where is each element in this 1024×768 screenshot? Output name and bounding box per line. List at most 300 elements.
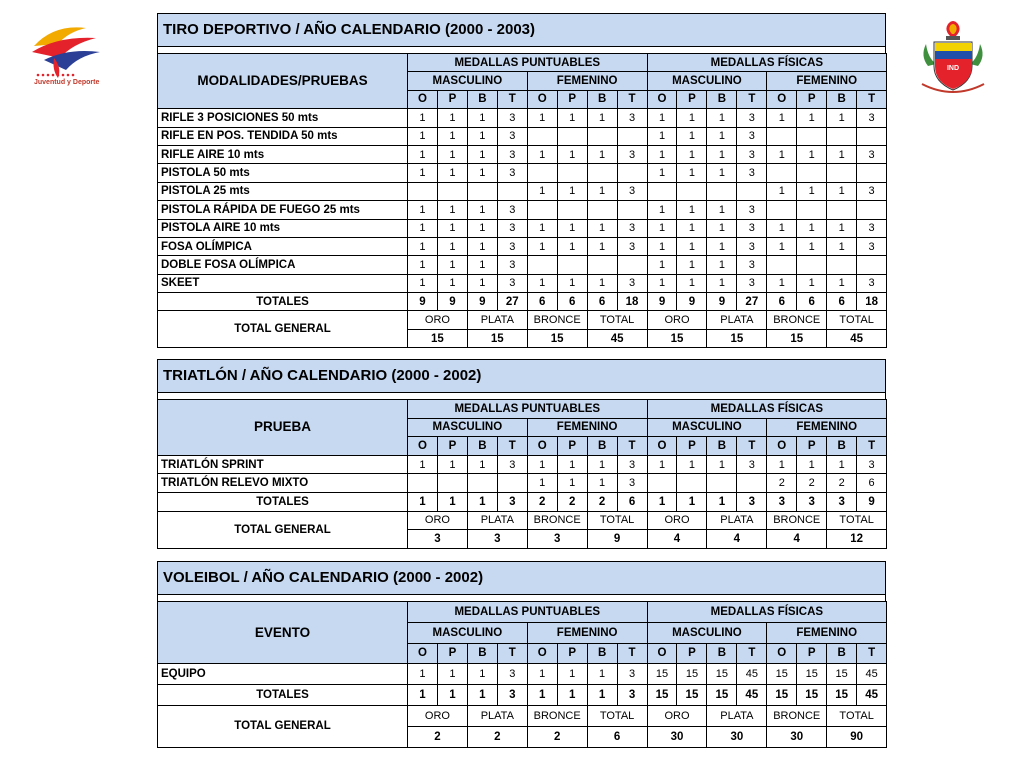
medal-count-cell (827, 164, 857, 182)
medal-letter-header: O (647, 437, 677, 456)
medal-type-header: BRONCE (767, 511, 827, 530)
medal-count-cell: 1 (827, 219, 857, 237)
masculino-header: MASCULINO (647, 72, 767, 90)
total-general-value: 3 (527, 530, 587, 549)
total-count-cell: 9 (857, 492, 887, 511)
ind-logo (912, 20, 994, 100)
total-general-header-row (158, 705, 887, 726)
medal-letter-header: B (587, 643, 617, 664)
medal-count-cell: 3 (497, 164, 527, 182)
medal-count-cell: 1 (587, 237, 617, 255)
medal-count-cell: 3 (497, 201, 527, 219)
total-count-cell: 6 (587, 293, 617, 311)
event-label: PISTOLA AIRE 10 mts (158, 219, 408, 237)
medal-count-cell: 1 (467, 256, 497, 274)
medal-letter-header: T (857, 437, 887, 456)
medal-count-cell: 1 (408, 164, 438, 182)
total-count-cell: 15 (647, 685, 677, 706)
medal-count-cell: 3 (497, 455, 527, 474)
medal-count-cell: 1 (467, 219, 497, 237)
medal-count-cell (587, 164, 617, 182)
medal-count-cell: 2 (827, 474, 857, 493)
totales-label: TOTALES (158, 293, 408, 311)
total-count-cell: 6 (767, 293, 797, 311)
medal-count-cell: 1 (587, 664, 617, 685)
table-row (158, 109, 887, 127)
medallas-puntuables-header: MEDALLAS PUNTUABLES (408, 400, 648, 419)
medal-count-cell (617, 201, 647, 219)
medal-table (157, 53, 887, 348)
total-count-cell: 9 (467, 293, 497, 311)
medal-count-cell: 1 (707, 274, 737, 292)
medal-letter-header: B (827, 437, 857, 456)
medal-count-cell: 1 (467, 109, 497, 127)
medal-count-cell: 45 (737, 664, 767, 685)
medal-count-cell: 1 (467, 127, 497, 145)
medal-count-cell: 1 (437, 201, 467, 219)
medal-count-cell: 1 (677, 127, 707, 145)
medal-letter-header: O (767, 643, 797, 664)
medal-letter-header: P (437, 643, 467, 664)
event-label: SKEET (158, 274, 408, 292)
medal-count-cell (677, 474, 707, 493)
medal-letter-header: O (767, 90, 797, 108)
medal-count-cell (857, 256, 887, 274)
total-general-value: 45 (587, 329, 647, 347)
medal-count-cell: 1 (587, 474, 617, 493)
medal-letter-header: B (827, 90, 857, 108)
medal-letter-header: O (408, 437, 438, 456)
medal-count-cell: 1 (467, 164, 497, 182)
medal-type-header: PLATA (707, 511, 767, 530)
event-label: RIFLE EN POS. TENDIDA 50 mts (158, 127, 408, 145)
totales-label: TOTALES (158, 492, 408, 511)
medal-count-cell: 3 (857, 145, 887, 163)
medal-count-cell: 3 (617, 455, 647, 474)
medal-type-header: ORO (647, 705, 707, 726)
medal-type-header: BRONCE (767, 311, 827, 329)
medal-count-cell: 3 (737, 164, 767, 182)
medal-count-cell: 1 (527, 109, 557, 127)
medal-count-cell: 3 (617, 219, 647, 237)
medal-count-cell (437, 182, 467, 200)
medal-table (157, 601, 887, 748)
medal-letter-header: T (617, 90, 647, 108)
medal-count-cell: 3 (497, 274, 527, 292)
medal-type-header: BRONCE (527, 511, 587, 530)
total-count-cell: 6 (557, 293, 587, 311)
medal-letter-header: O (408, 643, 438, 664)
corner-header: EVENTO (158, 602, 408, 664)
medal-count-cell: 2 (767, 474, 797, 493)
medal-count-cell: 1 (647, 274, 677, 292)
total-count-cell: 2 (527, 492, 557, 511)
total-general-value: 45 (827, 329, 887, 347)
medal-table-block (157, 561, 886, 748)
medal-count-cell: 2 (797, 474, 827, 493)
total-count-cell: 9 (707, 293, 737, 311)
medal-count-cell (737, 474, 767, 493)
medal-count-cell (408, 474, 438, 493)
total-general-value: 15 (527, 329, 587, 347)
total-count-cell: 27 (497, 293, 527, 311)
medal-count-cell: 1 (557, 274, 587, 292)
medal-count-cell: 15 (707, 664, 737, 685)
medal-count-cell (767, 201, 797, 219)
total-count-cell: 2 (587, 492, 617, 511)
medal-letter-header: B (587, 437, 617, 456)
medal-count-cell (408, 182, 438, 200)
medal-count-cell: 1 (707, 109, 737, 127)
medal-count-cell: 1 (527, 182, 557, 200)
medal-count-cell: 1 (408, 201, 438, 219)
corner-header: PRUEBA (158, 400, 408, 456)
medal-count-cell: 1 (827, 274, 857, 292)
medal-table-block (157, 359, 886, 549)
medal-count-cell: 3 (617, 182, 647, 200)
total-count-cell: 15 (797, 685, 827, 706)
header-row-category (158, 602, 887, 623)
medal-type-header: PLATA (467, 705, 527, 726)
medal-count-cell (587, 201, 617, 219)
medal-count-cell: 1 (797, 274, 827, 292)
total-count-cell: 3 (827, 492, 857, 511)
medal-count-cell: 1 (647, 127, 677, 145)
medal-count-cell: 1 (797, 219, 827, 237)
masculino-header: MASCULINO (647, 418, 767, 437)
table-row (158, 201, 887, 219)
medal-count-cell: 1 (408, 109, 438, 127)
medal-count-cell: 15 (647, 664, 677, 685)
medal-count-cell (647, 182, 677, 200)
event-label: EQUIPO (158, 664, 408, 685)
total-general-value: 90 (827, 726, 887, 747)
total-count-cell: 9 (408, 293, 438, 311)
table-row (158, 219, 887, 237)
medallas-puntuables-header: MEDALLAS PUNTUABLES (408, 602, 648, 623)
header-row-category (158, 54, 887, 72)
medal-type-header: PLATA (467, 511, 527, 530)
total-general-value: 3 (467, 530, 527, 549)
medal-count-cell: 3 (497, 237, 527, 255)
medal-count-cell (677, 182, 707, 200)
medal-count-cell: 3 (497, 664, 527, 685)
medal-count-cell: 3 (737, 145, 767, 163)
total-general-value: 15 (647, 329, 707, 347)
medal-count-cell: 1 (587, 145, 617, 163)
event-label: RIFLE 3 POSICIONES 50 mts (158, 109, 408, 127)
medal-letter-header: T (617, 643, 647, 664)
medal-count-cell: 1 (527, 274, 557, 292)
medal-count-cell: 1 (587, 219, 617, 237)
total-count-cell: 1 (467, 685, 497, 706)
medal-count-cell (557, 201, 587, 219)
medallas-puntuables-header: MEDALLAS PUNTUABLES (408, 54, 648, 72)
medal-letter-header: B (827, 643, 857, 664)
total-general-value: 15 (467, 329, 527, 347)
medal-letter-header: B (707, 90, 737, 108)
medal-count-cell: 15 (767, 664, 797, 685)
medallas-fisicas-header: MEDALLAS FÍSICAS (647, 54, 887, 72)
medal-count-cell: 3 (497, 145, 527, 163)
medal-count-cell: 1 (587, 455, 617, 474)
medal-letter-header: P (557, 643, 587, 664)
medal-count-cell (857, 201, 887, 219)
event-label: PISTOLA RÁPIDA DE FUEGO 25 mts (158, 201, 408, 219)
total-count-cell: 3 (617, 685, 647, 706)
femenino-header: FEMENINO (527, 72, 647, 90)
total-count-cell: 3 (767, 492, 797, 511)
medal-count-cell: 3 (617, 274, 647, 292)
medal-count-cell: 1 (557, 474, 587, 493)
medal-letter-header: T (857, 90, 887, 108)
medal-count-cell: 1 (707, 455, 737, 474)
medal-count-cell: 1 (467, 237, 497, 255)
medal-count-cell: 1 (647, 455, 677, 474)
medal-count-cell: 1 (527, 474, 557, 493)
medal-count-cell: 1 (527, 664, 557, 685)
total-general-value: 15 (707, 329, 767, 347)
medal-letter-header: T (497, 643, 527, 664)
masculino-header: MASCULINO (408, 418, 528, 437)
total-general-label: TOTAL GENERAL (158, 705, 408, 747)
medal-count-cell: 1 (707, 237, 737, 255)
medal-letter-header: P (677, 90, 707, 108)
medal-count-cell (767, 127, 797, 145)
medal-letter-header: P (437, 90, 467, 108)
total-general-value: 15 (767, 329, 827, 347)
medal-count-cell: 1 (767, 237, 797, 255)
medal-count-cell: 1 (797, 109, 827, 127)
medal-count-cell: 1 (677, 256, 707, 274)
medal-count-cell: 3 (857, 109, 887, 127)
medal-count-cell: 1 (467, 201, 497, 219)
medal-count-cell (557, 164, 587, 182)
medal-letter-header: T (497, 437, 527, 456)
medal-count-cell (857, 127, 887, 145)
total-count-cell: 15 (677, 685, 707, 706)
medal-count-cell: 1 (408, 274, 438, 292)
header-row-category (158, 400, 887, 419)
juventud-deporte-logo (24, 18, 106, 90)
total-general-value: 30 (707, 726, 767, 747)
total-count-cell: 15 (707, 685, 737, 706)
medal-letter-header: P (677, 437, 707, 456)
femenino-header: FEMENINO (767, 622, 887, 643)
medal-count-cell (527, 164, 557, 182)
total-count-cell: 3 (737, 492, 767, 511)
total-general-value: 15 (408, 329, 468, 347)
medal-letter-header: T (737, 437, 767, 456)
medal-count-cell: 1 (408, 127, 438, 145)
medal-count-cell: 45 (857, 664, 887, 685)
medal-count-cell: 1 (557, 664, 587, 685)
total-general-value: 30 (647, 726, 707, 747)
medal-count-cell: 1 (437, 109, 467, 127)
medal-count-cell: 3 (617, 664, 647, 685)
medal-count-cell: 3 (497, 109, 527, 127)
medal-type-header: ORO (408, 311, 468, 329)
medal-count-cell: 3 (737, 455, 767, 474)
medal-count-cell (557, 256, 587, 274)
medal-count-cell: 1 (767, 455, 797, 474)
total-count-cell: 18 (617, 293, 647, 311)
medal-type-header: ORO (408, 511, 468, 530)
medal-count-cell: 1 (647, 145, 677, 163)
masculino-header: MASCULINO (647, 622, 767, 643)
medal-type-header: PLATA (707, 705, 767, 726)
table-row (158, 127, 887, 145)
medal-count-cell (527, 127, 557, 145)
total-count-cell: 27 (737, 293, 767, 311)
medal-count-cell: 1 (647, 201, 677, 219)
medal-count-cell: 3 (857, 455, 887, 474)
medal-letter-header: O (767, 437, 797, 456)
medal-letter-header: B (707, 437, 737, 456)
medal-count-cell: 1 (557, 182, 587, 200)
medal-table-block (157, 13, 886, 348)
total-general-value: 6 (587, 726, 647, 747)
medal-letter-header: T (497, 90, 527, 108)
medal-count-cell: 1 (827, 109, 857, 127)
total-count-cell: 45 (737, 685, 767, 706)
medal-count-cell: 1 (587, 109, 617, 127)
medal-count-cell: 1 (557, 109, 587, 127)
medal-letter-header: O (647, 90, 677, 108)
medal-count-cell: 1 (827, 182, 857, 200)
medal-count-cell: 1 (677, 237, 707, 255)
medal-type-header: TOTAL (827, 705, 887, 726)
medal-type-header: BRONCE (527, 311, 587, 329)
medal-count-cell: 1 (707, 201, 737, 219)
total-count-cell: 45 (857, 685, 887, 706)
total-count-cell: 6 (827, 293, 857, 311)
medal-count-cell: 1 (527, 219, 557, 237)
medal-type-header: TOTAL (827, 511, 887, 530)
medal-type-header: TOTAL (827, 311, 887, 329)
total-count-cell: 3 (497, 492, 527, 511)
medal-count-cell (767, 164, 797, 182)
logo-badge-text: IND (946, 65, 960, 72)
medal-count-cell: 1 (437, 219, 467, 237)
medal-type-header: TOTAL (587, 511, 647, 530)
total-count-cell: 1 (557, 685, 587, 706)
medal-count-cell: 3 (737, 201, 767, 219)
medallas-fisicas-header: MEDALLAS FÍSICAS (647, 400, 887, 419)
table-row (158, 664, 887, 685)
medal-count-cell: 1 (797, 145, 827, 163)
medal-count-cell (467, 474, 497, 493)
total-general-label: TOTAL GENERAL (158, 511, 408, 548)
medal-count-cell: 1 (647, 109, 677, 127)
medal-type-header: ORO (647, 311, 707, 329)
medal-letter-header: O (527, 437, 557, 456)
medal-count-cell: 1 (408, 219, 438, 237)
medal-count-cell: 1 (677, 145, 707, 163)
medal-letter-header: T (617, 437, 647, 456)
medal-letter-header: P (797, 90, 827, 108)
medal-count-cell: 3 (617, 474, 647, 493)
table-row (158, 474, 887, 493)
medal-count-cell: 1 (408, 455, 438, 474)
medal-type-header: ORO (408, 705, 468, 726)
medal-count-cell: 3 (737, 256, 767, 274)
medal-count-cell: 1 (437, 664, 467, 685)
medal-count-cell (707, 182, 737, 200)
medal-count-cell: 1 (437, 127, 467, 145)
medal-count-cell (827, 256, 857, 274)
total-count-cell: 15 (827, 685, 857, 706)
medal-count-cell: 1 (707, 219, 737, 237)
total-count-cell: 1 (647, 492, 677, 511)
medal-letter-header: O (408, 90, 438, 108)
medal-count-cell: 1 (408, 256, 438, 274)
medal-count-cell: 1 (467, 145, 497, 163)
corner-header: MODALIDADES/PRUEBAS (158, 54, 408, 109)
medal-count-cell: 15 (797, 664, 827, 685)
table-row (158, 164, 887, 182)
medal-count-cell: 1 (797, 455, 827, 474)
medal-count-cell: 1 (557, 145, 587, 163)
medal-count-cell: 1 (437, 237, 467, 255)
medal-count-cell: 3 (617, 109, 647, 127)
logo-caption: Juventud y Deporte (34, 79, 100, 86)
medal-count-cell: 1 (467, 455, 497, 474)
table-row (158, 455, 887, 474)
medal-count-cell: 1 (827, 237, 857, 255)
medal-count-cell: 1 (587, 274, 617, 292)
medal-count-cell (527, 256, 557, 274)
total-general-value: 2 (527, 726, 587, 747)
medal-count-cell (827, 127, 857, 145)
medal-count-cell: 3 (497, 256, 527, 274)
event-label: PISTOLA 50 mts (158, 164, 408, 182)
femenino-header: FEMENINO (527, 418, 647, 437)
medallas-fisicas-header: MEDALLAS FÍSICAS (647, 602, 887, 623)
total-general-value: 2 (467, 726, 527, 747)
medal-letter-header: B (467, 90, 497, 108)
total-count-cell: 1 (437, 492, 467, 511)
total-count-cell: 18 (857, 293, 887, 311)
total-general-header-row (158, 511, 887, 530)
medal-letter-header: O (527, 90, 557, 108)
medal-count-cell: 3 (497, 127, 527, 145)
medal-letter-header: O (527, 643, 557, 664)
ind-shield-emblem-icon (912, 20, 994, 100)
medal-count-cell: 3 (857, 237, 887, 255)
table-title: TIRO DEPORTIVO / AÑO CALENDARIO (2000 - 2003) (157, 13, 886, 47)
medal-count-cell: 1 (827, 145, 857, 163)
medal-count-cell: 1 (557, 219, 587, 237)
medal-count-cell (437, 474, 467, 493)
medal-count-cell (647, 474, 677, 493)
total-count-cell: 9 (437, 293, 467, 311)
medal-letter-header: B (587, 90, 617, 108)
medal-count-cell: 1 (408, 145, 438, 163)
medal-count-cell: 1 (467, 274, 497, 292)
medal-count-cell: 1 (707, 145, 737, 163)
medal-letter-header: P (437, 437, 467, 456)
medal-count-cell (707, 474, 737, 493)
total-general-header-row (158, 311, 887, 329)
total-count-cell: 1 (527, 685, 557, 706)
medal-count-cell: 3 (857, 182, 887, 200)
medal-count-cell (827, 201, 857, 219)
medal-count-cell: 1 (767, 145, 797, 163)
table-row (158, 237, 887, 255)
medal-letter-header: P (797, 437, 827, 456)
event-label: PISTOLA 25 mts (158, 182, 408, 200)
